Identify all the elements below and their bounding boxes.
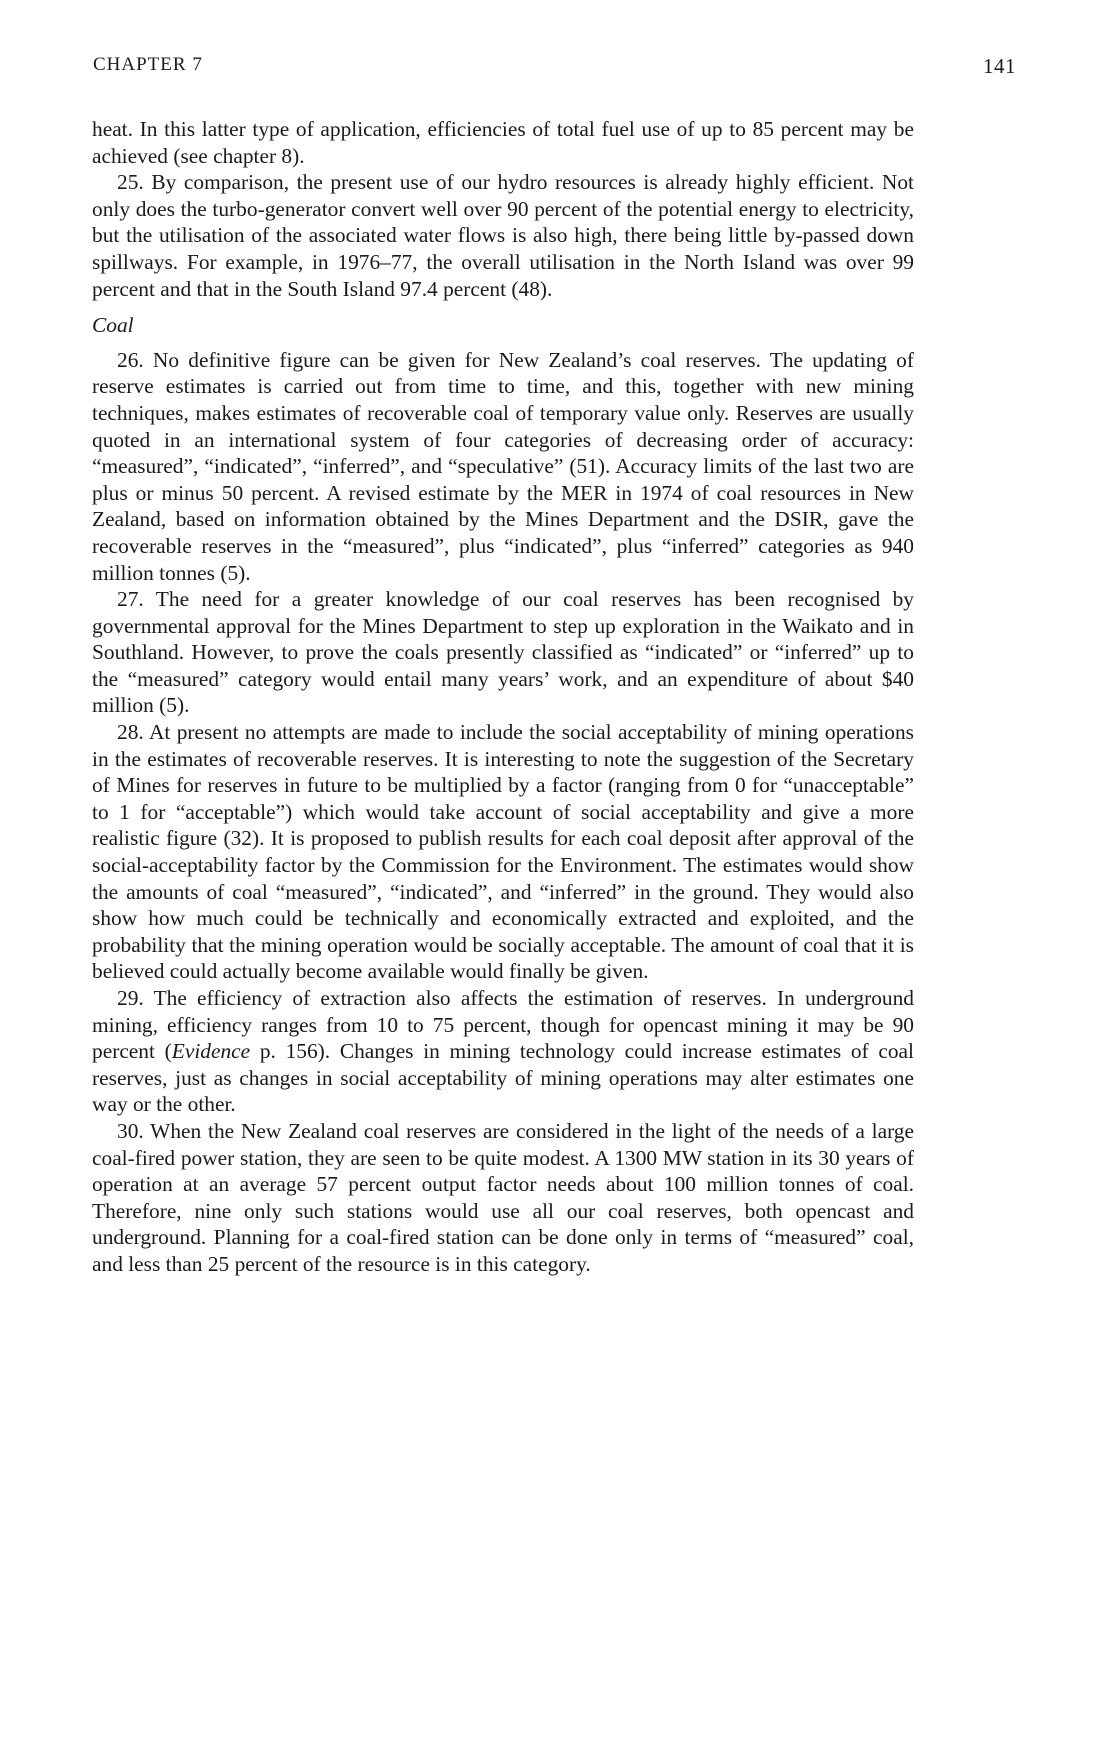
- paragraph-29-text-a: 29. The efficiency of extraction also affects the estimation of reserves. In underground mining, efficiency ranges from 10 to 75 percent, though for opencast mining it may be 90 percent (: [92, 986, 914, 1064]
- paragraph-29: [92, 985, 914, 1118]
- section-heading-coal: Coal: [92, 313, 134, 338]
- running-head: [93, 54, 1016, 84]
- page-number: 141: [983, 54, 1016, 78]
- paragraph-24-continuation: heat. In this latter type of application, efficiencies of total fuel use of up to 85 percent may be achieved (see chapter 8).: [92, 117, 914, 168]
- paragraph-30: 30. When the New Zealand coal reserves are considered in the light of the needs of a large coal-fired power station, they are seen to be quite modest. A 1300 MW station in its 30 years of operation at an average 57 percent output factor needs about 100 million tonnes of coal. Therefore, nine only such stations would use all our coal reserves, both opencast and underground. Planning for a coal-fired station can be done only in terms of “measured” coal, and less than 25 percent of the resource is in this category.: [92, 1118, 914, 1276]
- body-text: [92, 116, 914, 1278]
- chapter-label: CHAPTER 7: [93, 54, 203, 75]
- paragraph-29-text-b: p. 156). Changes in mining technology could increase estimates of coal reserves, just as changes in social acceptability of mining operations may alter estimates one way or the other.: [92, 1039, 914, 1117]
- paragraph-29-evidence-citation: Evidence: [171, 1039, 251, 1064]
- paragraph-25: 25. By comparison, the present use of our hydro resources is already highly efficient. Not only does the turbo-generator convert well over 90 percent of the potential energy to electricity, but the utilisation of the associated water flows is also high, there being little by-passed down spillways. For example, in 1976–77, the overall utilisation in the North Island was over 99 percent and that in the South Island 97.4 percent (48).: [92, 170, 914, 301]
- paragraph-27: 27. The need for a greater knowledge of our coal reserves has been recognised by governmental approval for the Mines Department to step up exploration in the Waikato and in Southland. However, to prove the coals presently classified as “indicated” or “inferred” up to the “measured” category would entail many years’ work, and an expenditure of about $40 million (5).: [92, 587, 914, 718]
- paragraph-28: 28. At present no attempts are made to include the social acceptability of mining operations in the estimates of recoverable reserves. It is interesting to note the suggestion of the Secretary of Mines for reserves in future to be multiplied by a factor (ranging from 0 for “unacceptable” to 1 for “acceptable”) which would take account of social acceptability and give a more realistic figure (32). It is proposed to publish results for each coal deposit after approval of the social-acceptability factor by the Commission for the Environment. The estimates would show the amounts of coal “measured”, “indicated”, and “inferred” in the ground. They would also show how much could be technically and economically extracted and exploited, and the probability that the mining operation would be socially acceptable. The amount of coal that it is believed could actually become available would finally be given.: [92, 720, 914, 984]
- paragraph-26: 26. No definitive figure can be given for New Zealand’s coal reserves. The updating of reserve estimates is carried out from time to time, and this, together with new mining techniques, makes estimates of recoverable coal of temporary value only. Reserves are usually quoted in an international system of four categories of decreasing order of accuracy: “measured”, “indicated”, “inferred”, and “speculative” (51). Accuracy limits of the last two are plus or minus 50 percent. A revised estimate by the MER in 1974 of coal resources in New Zealand, based on information obtained by the Mines Department and the DSIR, gave the recoverable reserves in the “measured”, plus “indicated”, plus “inferred” categories as 940 million tonnes (5).: [92, 347, 914, 585]
